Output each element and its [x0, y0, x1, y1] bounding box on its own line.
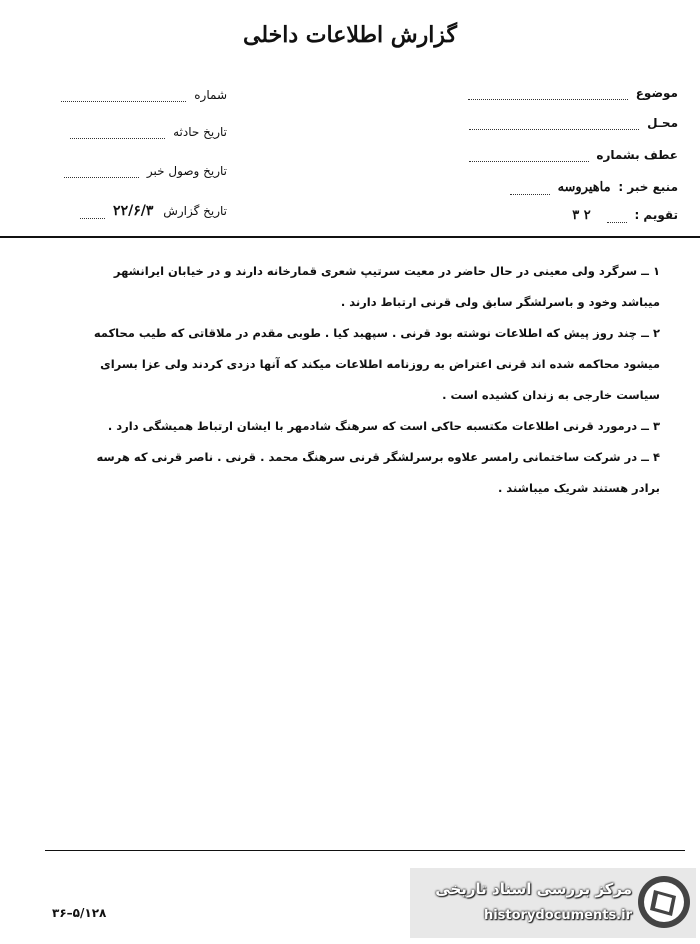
field-incident-date-label: تاریخ حادثه: [173, 125, 227, 139]
field-received-date-label: تاریخ وصول خبر: [146, 164, 227, 178]
body-line: سیاست خارجی به زندان کشیده است .: [442, 388, 660, 402]
form-number: ۵/۱۲۸–۳۶: [52, 906, 107, 920]
field-reference-dots: [469, 151, 589, 162]
field-report-date-label: تاریخ گزارش: [163, 204, 227, 218]
field-location: [469, 116, 678, 130]
field-report-date-dots: [80, 208, 105, 219]
footer-divider: [45, 850, 685, 851]
body-line: ۴ ــ در شرکت ساختمانی رامسر علاوه برسرلشگر قرنی سرهنگ محمد . قرنی . ناصر قرنی که هرسه: [96, 450, 660, 464]
field-received-date: [64, 164, 227, 178]
body-line: ۲ ــ چند روز پیش که اطلاعات نوشته بود قرنی . سپهبد کیا . طوبی مقدم در ملاقاتی که طیب محاکمه: [93, 326, 660, 340]
field-reference: [469, 148, 678, 162]
archive-logo-icon: [636, 874, 692, 930]
field-number-dots: [61, 91, 186, 102]
field-location-dots: [469, 119, 639, 130]
field-reference-label: عطف بشماره: [596, 148, 678, 162]
field-source-value: ماهیروسه: [557, 180, 611, 195]
body-line: ۱ ــ سرگرد ولی معینی در حال حاضر در معیت سرتیپ شعری قمارخانه دارند و در خیابان ایرانشهر: [113, 264, 660, 278]
field-rating-dots: [607, 212, 627, 223]
field-subject: [468, 86, 678, 100]
field-rating: [572, 208, 678, 223]
field-number-label: شماره: [194, 88, 227, 102]
header-divider: [0, 236, 700, 238]
field-number: [61, 88, 227, 102]
field-subject-dots: [468, 89, 628, 100]
field-source-dots: [510, 184, 550, 195]
report-title: گزارش اطلاعات داخلی: [243, 22, 457, 48]
body-line: میشود محاکمه شده اند قرنی اعتراض به روزنامه اطلاعات میکند که آنها دزدی کردند ولی عزا بسرای: [100, 357, 660, 371]
field-incident-date: [70, 125, 227, 139]
body-line: برادر هستند شریک میباشند .: [497, 481, 660, 495]
field-report-date-value: ۲۲/۶/۳: [113, 203, 154, 219]
field-report-date: [80, 203, 227, 219]
watermark-title: مرکز بررسی اسناد تاریخی: [435, 880, 632, 898]
field-rating-label: تقویم :: [634, 208, 678, 222]
field-received-date-dots: [64, 167, 139, 178]
body-line: ۳ ــ درمورد قرنی اطلاعات مکتسبه حاکی است که سرهنگ شادمهر با ایشان ارتباط همیشگی دارد .: [107, 419, 660, 433]
watermark: [410, 868, 696, 938]
field-source-label: منبع خبر :: [618, 180, 678, 194]
field-subject-label: موضوع: [635, 86, 678, 100]
field-rating-value: ۲ ۳: [572, 208, 591, 223]
field-source: [510, 180, 678, 195]
watermark-url: historydocuments.ir: [483, 908, 632, 923]
field-location-label: محـل: [647, 116, 678, 130]
body-line: میباشد وخود و باسرلشگر سابق ولی قرنی ارتباط دارند .: [340, 295, 660, 309]
report-body: [20, 256, 660, 504]
field-incident-date-dots: [70, 128, 165, 139]
